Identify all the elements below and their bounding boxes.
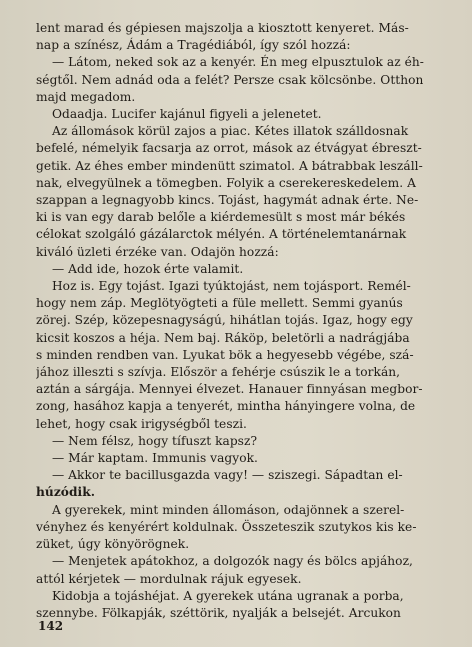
text-line: lent marad és gépiesen majszolja a kiosztott kenyeret. Más- <box>36 21 409 35</box>
text-line: kicsit koszos a héja. Nem baj. Ráköp, beletörli a nadrágjába <box>36 330 410 345</box>
text-line: attól kérjetek — mordulnak rájuk egyesek. <box>36 571 302 586</box>
text-line: kiváló üzleti érzéke van. Odajön hozzá: <box>36 244 279 259</box>
text-line: szennybe. Fölkapják, széttörik, nyalják a belsejét. Arcukon <box>36 605 401 620</box>
text-line: Az állomások körül zajos a piac. Kétes illatok szálldosnak <box>52 124 409 139</box>
text-line: A gyerekek, mint minden állomáson, odajönnek a szerel- <box>52 502 405 517</box>
text-line: — Látom, neked sok az a kenyér. Én meg elpusztulok az éh- <box>52 55 424 70</box>
text-line: hogy nem záp. Meglötyögteti a füle mellett. Semmi gyanús <box>36 296 403 311</box>
text-line: nak, elvegyülnek a tömegben. Folyik a cserekereskedelem. A <box>36 175 416 190</box>
text-line: Odaadja. Lucifer kajánul figyeli a jelenetet. <box>52 107 322 122</box>
text-line: majd megadom. <box>36 89 136 104</box>
text-line: ki is van egy darab belőle a kiérdemesült s most már békés <box>36 210 406 225</box>
text-line: nap a színész, Ádám a Tragédiából, így szól hozzá: <box>36 38 351 53</box>
text-line: s minden rendben van. Lyukat bök a hegyesebb végébe, szá- <box>36 347 414 362</box>
page-text <box>36 20 450 622</box>
text-line: befelé, némelyik facsarja az orrot, mások az étvágyat ébreszt- <box>36 141 422 156</box>
text-line: Kidobja a tojáshéjat. A gyerekek utána ugranak a porba, <box>52 588 404 603</box>
text-line: — Menjetek apátokhoz, a dolgozók nagy és bölcs apjához, <box>52 554 413 569</box>
text-line: célokat szolgáló gázálarctok mélyén. A történelemtanárnak <box>36 227 407 242</box>
text-line: — Add ide, hozok érte valamit. <box>52 261 244 276</box>
page-number: 142 <box>38 619 64 633</box>
text-line: lehet, hogy csak irigységből teszi. <box>36 416 247 431</box>
text-line: — Nem félsz, hogy tífuszt kapsz? <box>52 433 258 448</box>
text-line: vényhez és kenyérért koldulnak. Összeteszik szutykos kis ke- <box>36 519 417 534</box>
text-line: getik. Az éhes ember mindenütt szimatol. A bátrabbak leszáll- <box>36 158 423 173</box>
text-line: zörej. Szép, közepesnagyságú, hihátlan tojás. Igaz, hogy egy <box>36 313 413 328</box>
text-line: — Akkor te bacillusgazda vagy! — sziszegi. Sápadtan el- <box>52 468 403 483</box>
text-line: ségtől. Nem adnád oda a felét? Persze csak kölcsönbe. Otthon <box>36 72 424 87</box>
text-line: züket, úgy könyörögnek. <box>36 537 190 552</box>
text-line: jához illeszti s szívja. Először a fehérje csúszik le a torkán, <box>36 365 401 380</box>
text-line: szappan a legnagyobb kincs. Tojást, hagymát adnak érte. Ne- <box>36 193 419 208</box>
text-line: zong, hasához kapja a tenyerét, mintha hányingere volna, de <box>36 399 416 414</box>
text-line: — Már kaptam. Immunis vagyok. <box>52 451 258 466</box>
text-line: Hoz is. Egy tojást. Igazi tyúktojást, nem tojásport. Remél- <box>52 279 411 294</box>
text-line: aztán a sárgája. Mennyei élvezet. Hanauer finnyásan megbor- <box>36 382 423 397</box>
text-line: húzódik. <box>36 485 96 500</box>
